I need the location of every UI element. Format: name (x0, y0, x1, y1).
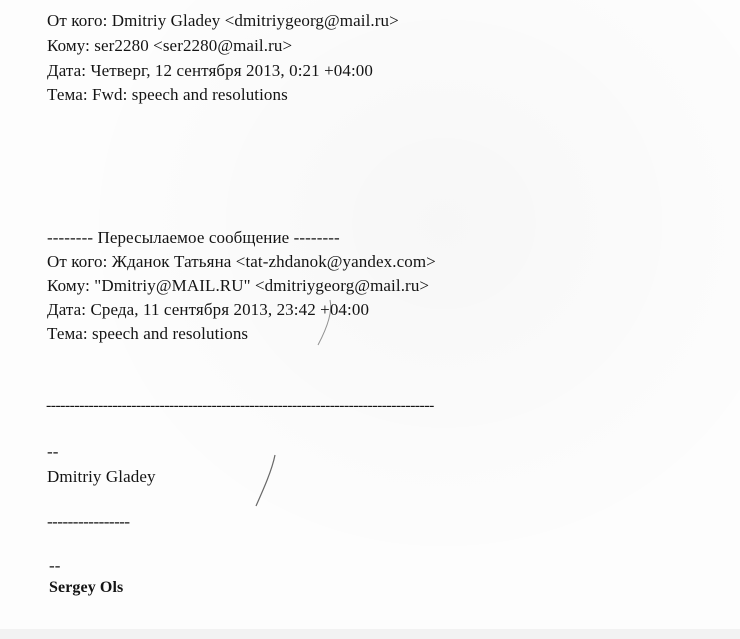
header-date: Дата: Четверг, 12 сентября 2013, 0:21 +04:00 (47, 61, 373, 80)
forwarded-separator: -------- Пересылаемое сообщение -------- (47, 228, 340, 247)
header-subject: Тема: Fwd: speech and resolutions (47, 85, 288, 104)
footer-short-rule: ---------------- (47, 512, 130, 531)
scan-bottom-edge (0, 629, 740, 639)
forwarded-from: От кого: Жданок Татьяна <tat-zhdanok@yandex.com> (47, 252, 436, 271)
forwarded-subject: Тема: speech and resolutions (47, 324, 249, 343)
signature-2-dashes: -- (49, 556, 61, 575)
forwarded-to: Кому: "Dmitriy@MAIL.RU" <dmitriygeorg@mail.ru> (47, 276, 430, 295)
header-from: От кого: Dmitriy Gladey <dmitriygeorg@mail.ru> (47, 11, 399, 30)
signature-2-name: Sergey Ols (49, 579, 124, 596)
pen-stroke-lower (256, 455, 275, 506)
forwarded-date: Дата: Среда, 11 сентября 2013, 23:42 +04:00 (47, 300, 370, 319)
footer-rule: ---------------------------------------------------------------------------------- (46, 397, 434, 414)
signature-1-dashes: -- (47, 442, 59, 461)
header-to: Кому: ser2280 <ser2280@mail.ru> (47, 36, 293, 55)
signature-1-name: Dmitriy Gladey (47, 467, 156, 486)
